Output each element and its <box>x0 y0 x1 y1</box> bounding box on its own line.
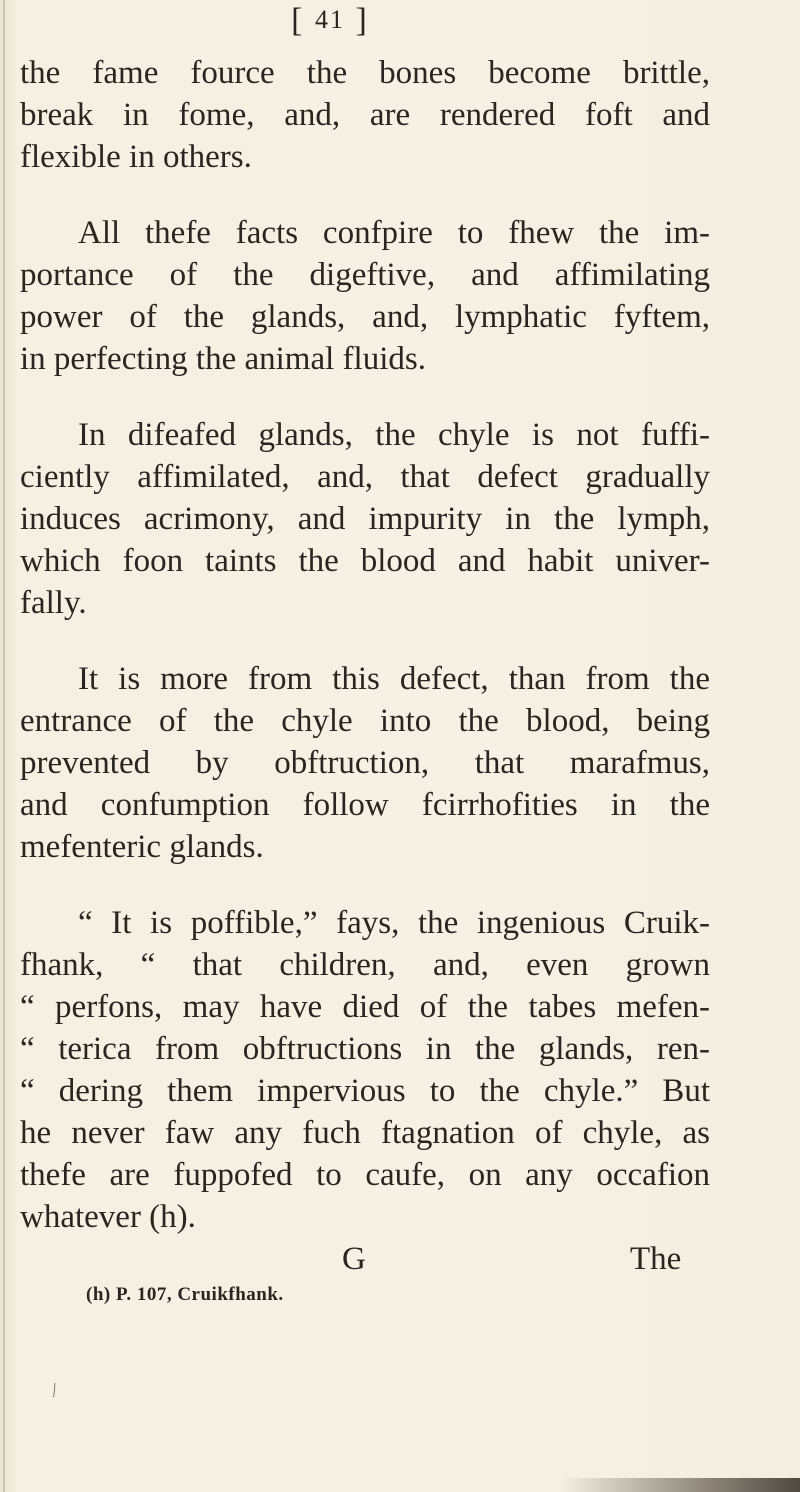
page-number-header <box>0 2 660 40</box>
text-line: break in fome, and, are rendered foft and <box>20 97 710 133</box>
text-line: All thefe facts confpire to fhew the im- <box>78 215 710 251</box>
page-number: 41 <box>315 5 345 34</box>
text-line: mefenteric glands. <box>20 829 264 865</box>
paragraph-3 <box>20 414 710 624</box>
text-line: “ perfons, may have died of the tabes mefen- <box>20 989 710 1025</box>
text-line: entrance of the chyle into the blood, being <box>20 703 710 739</box>
text-line: portance of the digeftive, and affimilating <box>20 257 710 293</box>
text-line: prevented by obftruction, that marafmus, <box>20 745 710 781</box>
pencil-mark-icon: ⁄ <box>47 1380 61 1400</box>
catchword: The <box>630 1241 682 1277</box>
paragraph-1 <box>20 52 710 178</box>
text-line: It is more from this defect, than from the <box>78 661 710 697</box>
text-line: power of the glands, and, lymphatic fyftem, <box>20 299 710 335</box>
body-text <box>20 52 710 1310</box>
text-line: “ terica from obftructions in the glands, ren- <box>20 1031 710 1067</box>
text-line: whatever (h). <box>20 1199 196 1235</box>
text-line: in perfecting the animal fluids. <box>20 341 426 377</box>
text-line: which foon taints the blood and habit univer- <box>20 543 710 579</box>
text-line: he never faw any fuch ftagnation of chyle, as <box>20 1115 710 1151</box>
text-line: the fame fource the bones become brittle, <box>20 55 710 91</box>
bracket-open: [ <box>291 2 305 39</box>
text-line: In difeafed glands, the chyle is not fuffi- <box>78 417 710 453</box>
page-edge-shadow <box>560 1478 800 1492</box>
paragraph-4 <box>20 658 710 868</box>
text-line: thefe are fuppofed to caufe, on any occafion <box>20 1157 710 1193</box>
text-line: “ dering them impervious to the chyle.” But <box>20 1073 710 1109</box>
paragraph-2 <box>20 212 710 380</box>
text-line: fally. <box>20 585 87 621</box>
paragraph-5 <box>20 902 710 1238</box>
text-line: “ It is poffible,” fays, the ingenious Cruik- <box>78 905 710 941</box>
text-line: induces acrimony, and impurity in the lymph, <box>20 501 710 537</box>
signature-mark: G <box>342 1241 366 1277</box>
text-line: ciently affimilated, and, that defect gradually <box>20 459 710 495</box>
text-line: flexible in others. <box>20 139 252 175</box>
bracket-close: ] <box>355 2 369 39</box>
text-line: and confumption follow fcirrhofities in the <box>20 787 710 823</box>
page-foot-marks <box>20 1238 710 1280</box>
text-line: fhank, “ that children, and, even grown <box>20 947 710 983</box>
binding-edge <box>3 0 5 1492</box>
footnote: (h) P. 107, Cruikfhank. <box>86 1284 284 1305</box>
